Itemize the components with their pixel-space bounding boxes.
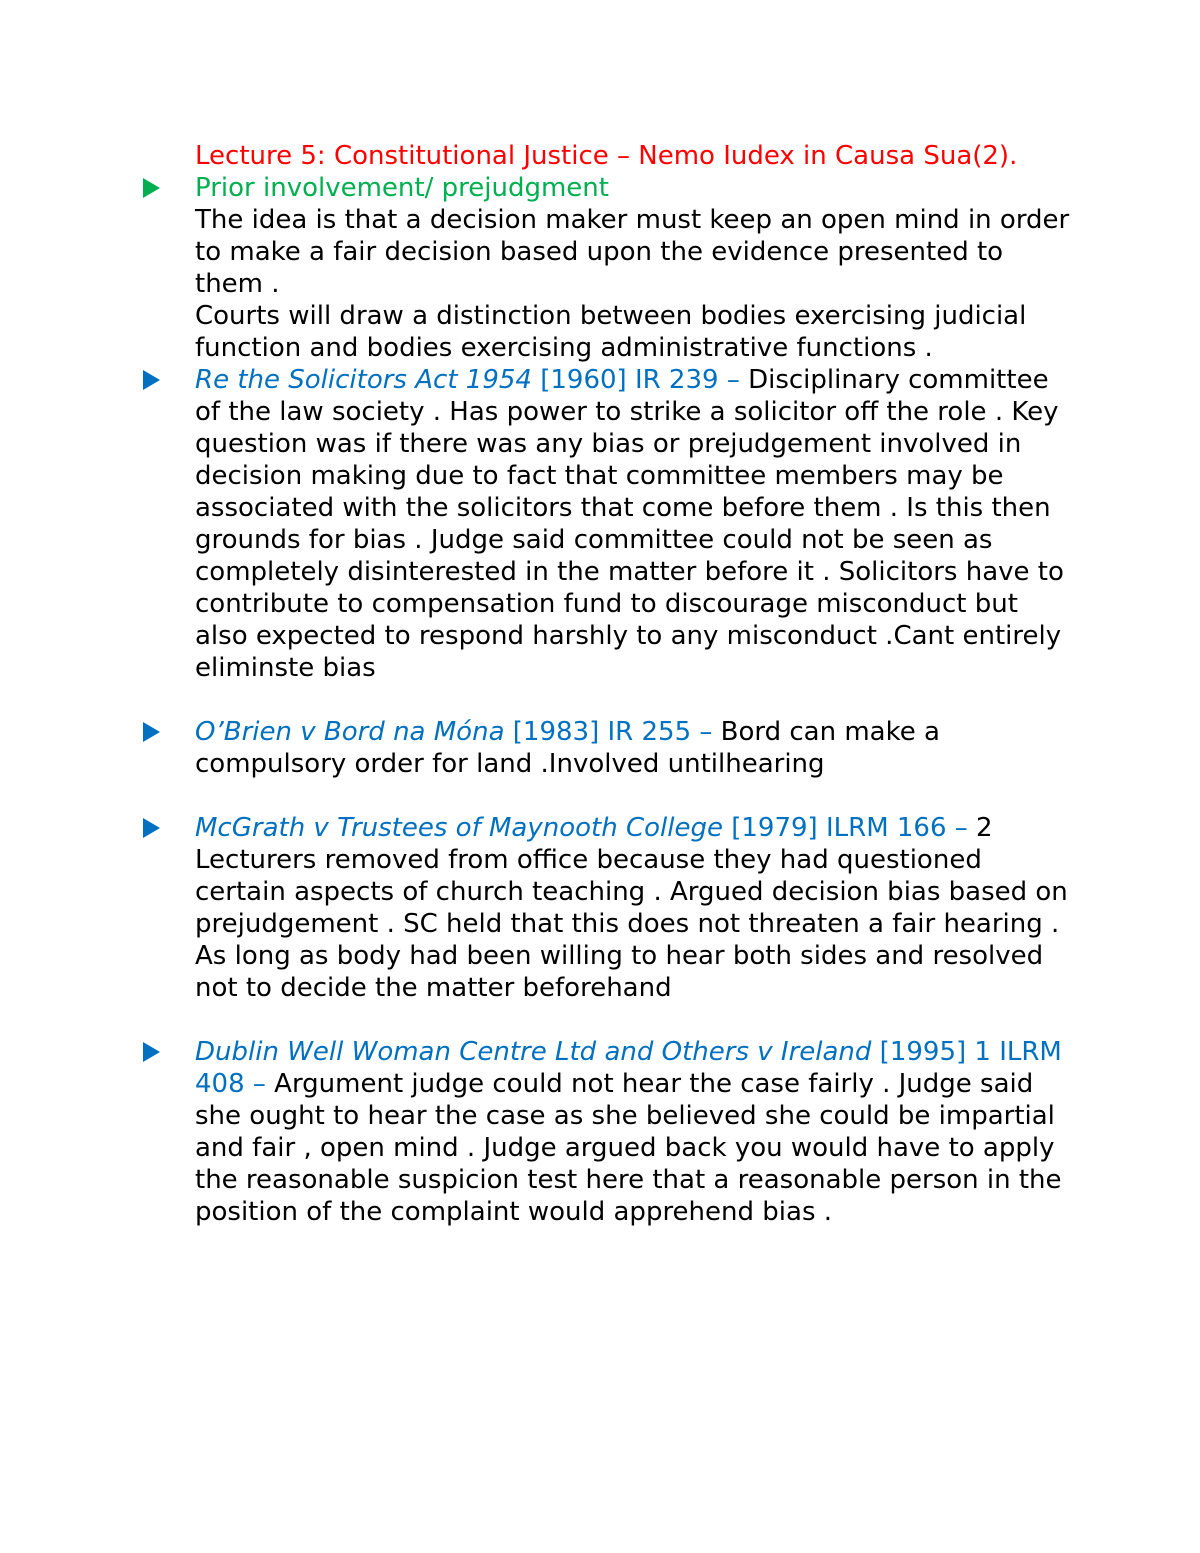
spacer xyxy=(195,780,1075,812)
case-entry xyxy=(195,1036,1075,1228)
triangle-right-icon xyxy=(143,1042,160,1062)
case-entry xyxy=(195,716,1075,780)
section-paragraph: Courts will draw a distinction between bodies exercising judicial function and bodies exercising administrative functions . xyxy=(195,301,1027,363)
document-content xyxy=(195,140,1075,1228)
section-heading: Prior involvement/ prejudgment xyxy=(195,173,609,203)
case-item xyxy=(195,716,1075,780)
triangle-right-icon xyxy=(143,818,160,838)
case-citation: [1960] IR 239 – xyxy=(531,365,749,395)
case-text: Argument judge could not hear the case fairly . Judge said she ought to hear the case as she believed she could be impartial and fair , open mind . Judge argued back you would have to apply the reasonable suspicion test here that a reasonable person in the position of the complaint would apprehend bias . xyxy=(195,1069,1062,1227)
case-citation: [1983] IR 255 – xyxy=(504,717,721,747)
section-prior-involvement xyxy=(195,172,1075,364)
case-item xyxy=(195,812,1075,1004)
case-text: 2 Lecturers removed from office because they had questioned certain aspects of church teaching . Argued decision bias based on prejudgement . SC held that this does not threaten a fair hearing . As long as body had been willing to hear both sides and resolved not to decide the matter beforehand xyxy=(195,813,1068,1003)
spacer xyxy=(195,1004,1075,1036)
case-item xyxy=(195,364,1075,684)
case-citation: [1979] ILRM 166 – xyxy=(722,813,977,843)
case-name: Dublin Well Woman Centre Ltd and Others v Ireland xyxy=(195,1037,872,1067)
case-name: Re the Solicitors Act 1954 xyxy=(195,365,532,395)
triangle-right-icon xyxy=(143,722,160,742)
spacer xyxy=(195,684,1075,716)
triangle-right-icon xyxy=(143,178,160,198)
case-text: Disciplinary committee of the law society . Has power to strike a solicitor off the role . Key question was if there was any bias or prejudgement involved in decision making due to fact that committee members may be associated with the solicitors that come before them . Is this then grounds for bias . Judge said committee could not be seen as completely disinterested in the matter before it . Solicitors have to contribute to compensation fund to discourage misconduct but also expected to respond harshly to any misconduct .Cant entirely eliminste bias xyxy=(195,365,1064,683)
case-entry xyxy=(195,812,1075,1004)
case-name: O’Brien v Bord na Móna xyxy=(195,717,505,747)
case-name: McGrath v Trustees of Maynooth College xyxy=(195,813,723,843)
section-paragraph: The idea is that a decision maker must keep an open mind in order to make a fair decision based upon the evidence presented to them . xyxy=(195,205,1070,299)
case-text: Bord can make a compulsory order for land .Involved untilhearing xyxy=(195,717,940,779)
case-citation: [1995] 1 ILRM 408 – xyxy=(195,1037,1062,1099)
triangle-right-icon xyxy=(143,370,160,390)
case-item xyxy=(195,1036,1075,1228)
page-title: Lecture 5: Constitutional Justice – Nemo Iudex in Causa Sua(2). xyxy=(195,141,1018,171)
case-entry xyxy=(195,364,1075,684)
